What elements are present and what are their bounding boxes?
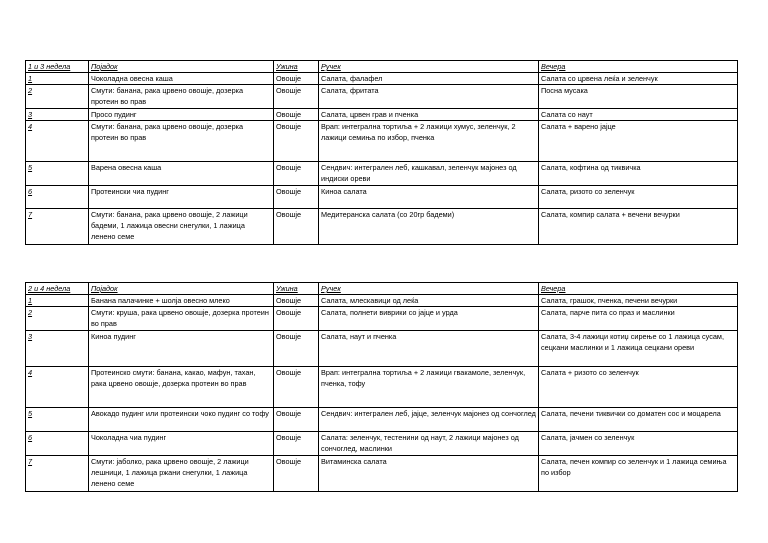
day-number: 5 — [26, 162, 89, 186]
breakfast-cell: Варена овесна каша — [89, 162, 274, 186]
day-number: 1 — [26, 73, 89, 85]
breakfast-cell: Протеински чиа пудинг — [89, 186, 274, 209]
dinner-cell: Салата, парче пита со праз и маслинки — [539, 307, 738, 331]
day-number: 6 — [26, 186, 89, 209]
lunch-header: Ручек — [319, 61, 539, 73]
breakfast-cell: Авокадо пудинг или протеински чоко пудинг со тофу — [89, 408, 274, 432]
table-row — [26, 85, 738, 109]
dinner-cell: Салата, печени тиквички со доматен сос и моцарела — [539, 408, 738, 432]
breakfast-cell: Смути: јаболко, рака црвено овошје, 2 лажици лешници, 1 лажица ржани снегулки, 1 лажица ленено семе — [89, 456, 274, 492]
breakfast-cell: Смути: круша, рака црвено овошје, дозерка протеин во прав — [89, 307, 274, 331]
week-label: 2 и 4 недела — [26, 283, 89, 295]
breakfast-cell: Банана палачинке + шолја овесно млеко — [89, 295, 274, 307]
lunch-cell: Салата, фритата — [319, 85, 539, 109]
day-number: 7 — [26, 456, 89, 492]
breakfast-cell: Чоколадна чиа пудинг — [89, 432, 274, 456]
dinner-cell: Салата, кофтина од тиквичка — [539, 162, 738, 186]
dinner-cell: Салата, јачмен со зеленчук — [539, 432, 738, 456]
snack-cell: Овошје — [274, 162, 319, 186]
breakfast-header: Појадок — [89, 61, 274, 73]
lunch-cell: Медитеранска салата (со 20гр бадеми) — [319, 209, 539, 245]
header-row — [26, 61, 738, 73]
dinner-cell: Посна мусака — [539, 85, 738, 109]
week-1-3-table — [25, 60, 738, 245]
lunch-cell: Салата, полнети виврики со јајце и урда — [319, 307, 539, 331]
day-number: 2 — [26, 85, 89, 109]
day-number: 4 — [26, 367, 89, 408]
day-number: 7 — [26, 209, 89, 245]
dinner-cell: Салата со наут — [539, 109, 738, 121]
snack-cell: Овошје — [274, 186, 319, 209]
table-row — [26, 408, 738, 432]
table-row — [26, 109, 738, 121]
day-number: 1 — [26, 295, 89, 307]
lunch-cell: Салата, црвен грав и пченка — [319, 109, 539, 121]
week-label: 1 и 3 недела — [26, 61, 89, 73]
day-number: 4 — [26, 121, 89, 162]
table-row — [26, 432, 738, 456]
breakfast-cell: Протеинско смути: банана, какао, мафун, тахан, рака црвено овошје, дозерка протеин во прав — [89, 367, 274, 408]
dinner-cell: Салата + варено јајце — [539, 121, 738, 162]
breakfast-cell: Чоколадна овесна каша — [89, 73, 274, 85]
dinner-header: Вечера — [539, 283, 738, 295]
table-row — [26, 307, 738, 331]
day-number: 3 — [26, 109, 89, 121]
lunch-cell: Салата, фалафел — [319, 73, 539, 85]
dinner-header: Вечера — [539, 61, 738, 73]
snack-cell: Овошје — [274, 408, 319, 432]
dinner-cell: Салата, грашок, пченка, печени вечурки — [539, 295, 738, 307]
breakfast-cell: Смути: банана, рака црвено овошје, 2 лажици бадеми, 1 лажица овесни снегулки, 1 лажица ленено семе — [89, 209, 274, 245]
dinner-cell: Салата, печен компир со зеленчук и 1 лажица семиња по избор — [539, 456, 738, 492]
day-number: 5 — [26, 408, 89, 432]
snack-cell: Овошје — [274, 456, 319, 492]
lunch-cell: Витаминска салата — [319, 456, 539, 492]
snack-cell: Овошје — [274, 109, 319, 121]
snack-cell: Овошје — [274, 367, 319, 408]
snack-cell: Овошје — [274, 85, 319, 109]
snack-cell: Овошје — [274, 331, 319, 367]
table-row — [26, 331, 738, 367]
dinner-cell: Салата, компир салата + вечени вечурки — [539, 209, 738, 245]
lunch-cell: Салата, млескавици од леќа — [319, 295, 539, 307]
day-number: 6 — [26, 432, 89, 456]
lunch-cell: Салата, наут и пченка — [319, 331, 539, 367]
breakfast-cell: Смути: банана, рака црвено овошје, дозерка протеин во прав — [89, 121, 274, 162]
lunch-cell: Салата: зеленчук, тестенини од наут, 2 лажици мајонез од сончоглед, маслинки — [319, 432, 539, 456]
day-number: 2 — [26, 307, 89, 331]
header-row — [26, 283, 738, 295]
table-row — [26, 162, 738, 186]
breakfast-cell: Смути: банана, рака црвено овошје, дозерка протеин во прав — [89, 85, 274, 109]
table-row — [26, 209, 738, 245]
breakfast-header: Појадок — [89, 283, 274, 295]
dinner-cell: Салата со црвена леќа и зеленчук — [539, 73, 738, 85]
snack-cell: Овошје — [274, 121, 319, 162]
lunch-cell: Врап: интегрална тортиља + 2 лажици хумус, зеленчук, 2 лажици семиња по избор, пченка — [319, 121, 539, 162]
breakfast-cell: Просо пудинг — [89, 109, 274, 121]
day-number: 3 — [26, 331, 89, 367]
lunch-header: Ручек — [319, 283, 539, 295]
lunch-cell: Киноа салата — [319, 186, 539, 209]
table-row — [26, 456, 738, 492]
snack-cell: Овошје — [274, 307, 319, 331]
dinner-cell: Салата + ризото со зеленчук — [539, 367, 738, 408]
snack-cell: Овошје — [274, 73, 319, 85]
snack-cell: Овошје — [274, 209, 319, 245]
snack-header: Ужина — [274, 61, 319, 73]
lunch-cell: Сендвич: интегрален леб, кашкавал, зеленчук мајонез од индиски ореви — [319, 162, 539, 186]
table-row — [26, 295, 738, 307]
table-row — [26, 367, 738, 408]
snack-cell: Овошје — [274, 432, 319, 456]
lunch-cell: Сендвич: интегрален леб, јајце, зеленчук мајонез од сончоглед — [319, 408, 539, 432]
dinner-cell: Салата, ризото со зеленчук — [539, 186, 738, 209]
lunch-cell: Врап: интегрална тортиља + 2 лажици гвакамоле, зеленчук, пченка, тофу — [319, 367, 539, 408]
week-2-4-table — [25, 282, 738, 492]
table-row — [26, 186, 738, 209]
dinner-cell: Салата, 3-4 лажици котиџ сирење со 1 лажица сусам, сецкани маслинки и 1 лажица сецкани ореви — [539, 331, 738, 367]
snack-cell: Овошје — [274, 295, 319, 307]
table-row — [26, 73, 738, 85]
breakfast-cell: Киноа пудинг — [89, 331, 274, 367]
table-row — [26, 121, 738, 162]
snack-header: Ужина — [274, 283, 319, 295]
